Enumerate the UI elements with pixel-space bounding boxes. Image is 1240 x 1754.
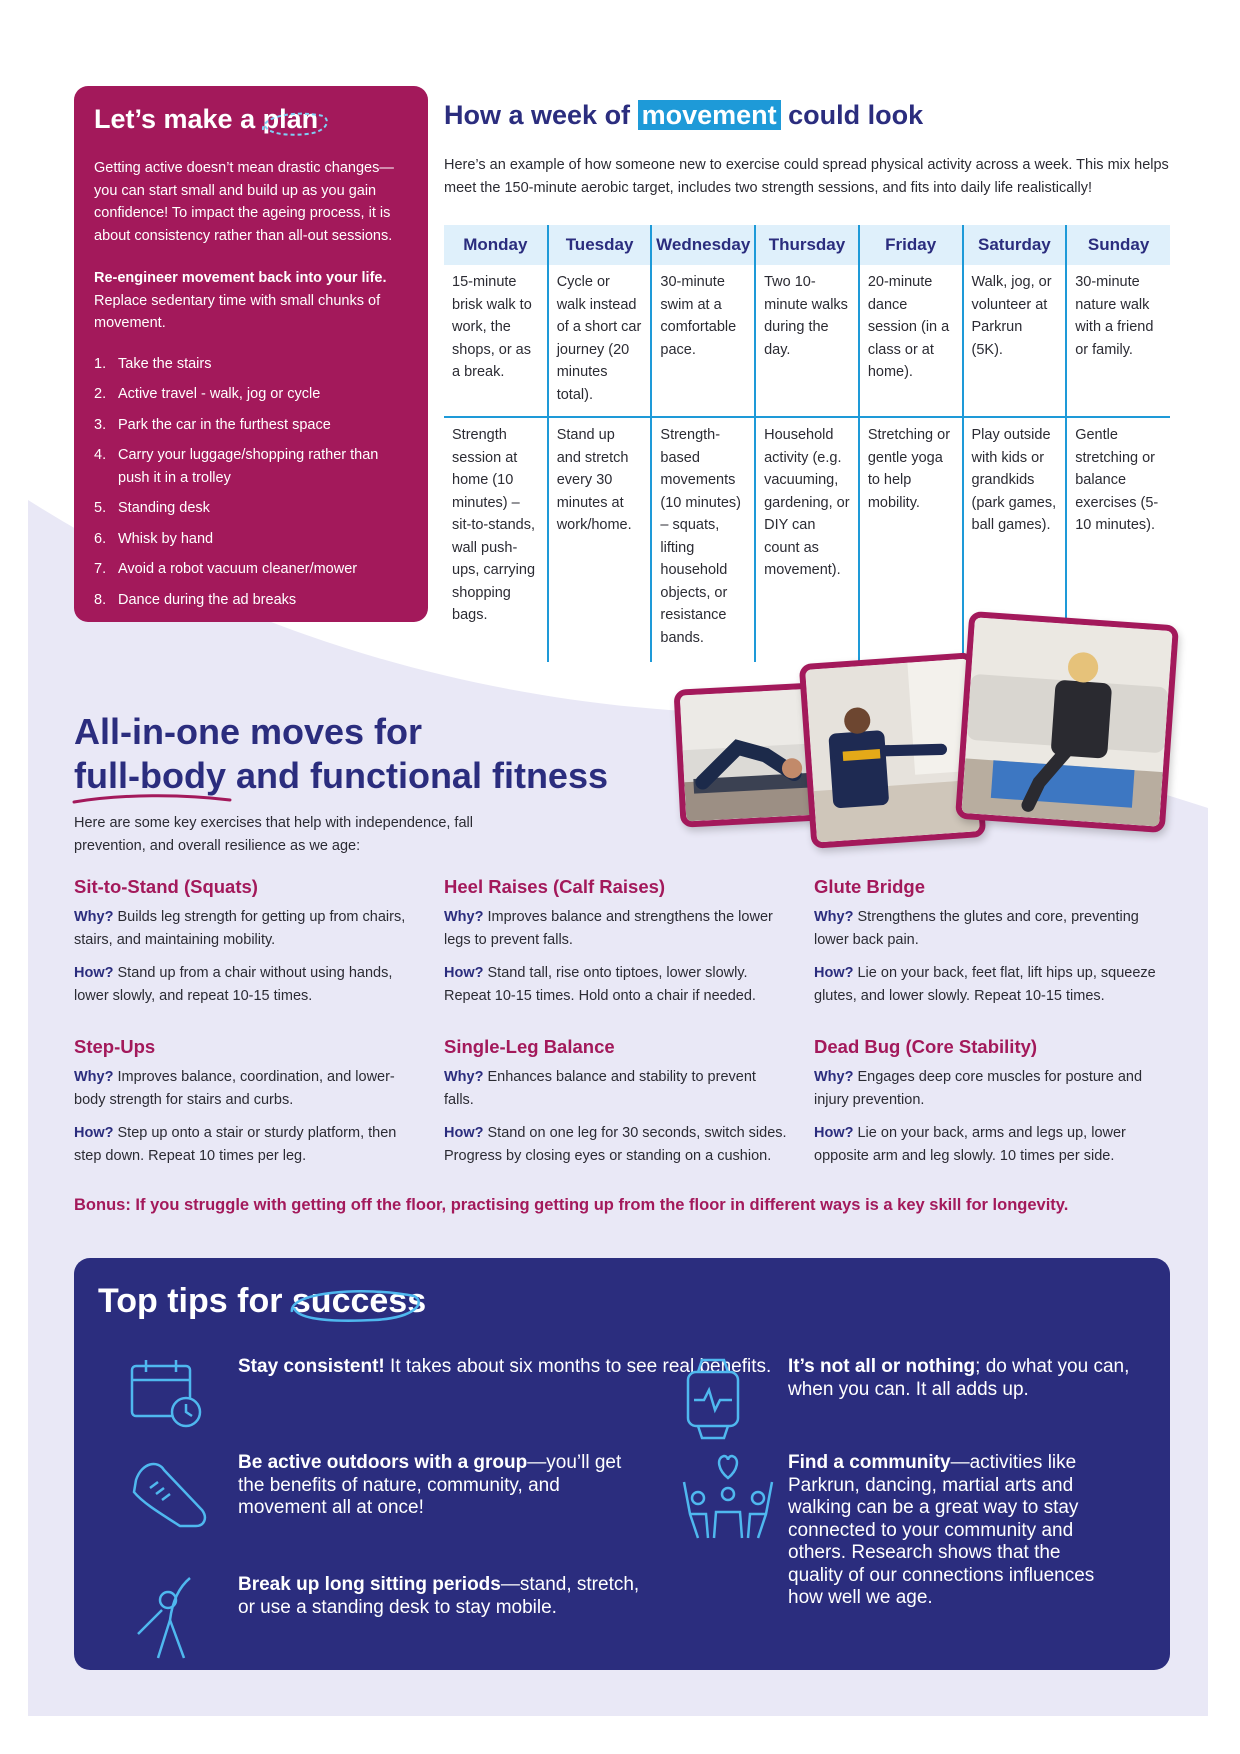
tip-bold: Find a community <box>788 1452 951 1473</box>
how-text: Stand tall, rise onto tiptoes, lower slowly. Repeat 10-15 times. Hold onto a chair if needed. <box>444 965 756 1004</box>
moves-title-underlined <box>74 754 226 798</box>
table-cell: Gentle stretching or balance exercises (5-10 minutes). <box>1075 427 1159 533</box>
exercise-dead-bug <box>814 1036 1159 1178</box>
tip-rest: —you’ll get the benefits of nature, community, and movement all at once! <box>238 1452 622 1518</box>
exercise-title: Single-Leg Balance <box>444 1036 615 1057</box>
list-text: Park the car in the furthest space <box>118 416 331 433</box>
tip-rest: —stand, stretch, or use a standing desk to stay mobile. <box>238 1574 640 1618</box>
week-schedule-table <box>444 225 1170 662</box>
list-text: Active travel - walk, jog or cycle <box>118 386 321 402</box>
list-item <box>94 497 408 520</box>
list-item <box>94 444 408 489</box>
how-label: How? <box>74 1125 114 1141</box>
tips-box <box>74 1258 1170 1670</box>
why-label: Why? <box>74 1069 114 1085</box>
scribble-circle-icon <box>257 108 331 138</box>
tip-bold: Be active outdoors with a group <box>238 1452 528 1473</box>
exercise-title: Glute Bridge <box>814 876 926 897</box>
why-label: Why? <box>814 1069 854 1085</box>
scribble-circle-icon <box>284 1282 427 1326</box>
exercise-how <box>814 1122 1159 1167</box>
bonus-note: Bonus: If you struggle with getting off the floor, practising getting up from the floor in different ways is a key skill for longevity. <box>74 1196 1069 1214</box>
list-number: 3. <box>94 416 107 433</box>
tip-text <box>238 1452 648 1532</box>
exercise-title: Heel Raises (Calf Raises) <box>444 876 666 897</box>
exercise-heel-raises <box>444 876 789 1018</box>
table-cell: Walk, jog, or volunteer at Parkrun (5K). <box>963 265 1067 417</box>
exercise-step-ups <box>74 1036 419 1178</box>
column-header: Tuesday <box>548 225 652 265</box>
how-text: Stand on one leg for 30 seconds, switch sides. Progress by closing eyes or standing on a cushion. <box>444 1125 787 1164</box>
list-text: Standing desk <box>118 500 210 516</box>
list-text: Avoid a robot vacuum cleaner/mower <box>118 561 358 577</box>
list-text: Take the stairs <box>118 355 212 372</box>
underline-swoosh-icon <box>72 790 232 806</box>
plan-list <box>94 353 408 612</box>
tip-rest: It takes about six months to see real benefits. <box>384 1356 772 1377</box>
column-header: Saturday <box>963 225 1067 265</box>
why-text: Builds leg strength for getting up from chairs, stairs, and maintaining mobility. <box>74 909 406 948</box>
exercise-how <box>444 962 789 1007</box>
week-title <box>444 100 923 131</box>
exercise-sit-to-stand <box>74 876 419 1018</box>
tips-title-pre: Top tips for <box>98 1282 292 1320</box>
exercise-why <box>444 906 789 951</box>
table-cell: Strength-based movements (10 minutes) – squats, lifting household objects, or resistance bands. <box>651 417 755 662</box>
column-header: Wednesday <box>651 225 755 265</box>
column-header: Sunday <box>1066 225 1170 265</box>
list-text: Carry your luggage/shopping rather than push it in a trolley <box>118 447 379 486</box>
list-number: 6. <box>94 530 107 547</box>
tip-rest: —activities like Parkrun, dancing, martial arts and walking can be a great way to stay connected to your community and others. Research shows that the quality of our connections influences how well we age. <box>788 1452 1095 1608</box>
moves-title <box>74 710 608 798</box>
community-heart-icon <box>678 1452 788 1610</box>
table-row <box>444 265 1170 417</box>
tip-bold: It’s not all or nothing <box>788 1356 976 1377</box>
plan-title-word: plan <box>262 104 319 134</box>
moves-title-line1: All-in-one moves for <box>74 711 423 752</box>
how-text: Step up onto a stair or sturdy platform, then step down. Repeat 10 times per leg. <box>74 1125 397 1164</box>
table-cell: 20-minute dance session (in a class or at home). <box>859 265 963 417</box>
week-title-pre: How a week of <box>444 100 638 130</box>
exercise-why <box>444 1066 789 1111</box>
exercise-why <box>74 1066 419 1111</box>
list-item <box>94 528 408 551</box>
exercise-how <box>814 962 1159 1007</box>
tip-item <box>678 1356 1158 1442</box>
why-label: Why? <box>814 909 854 925</box>
moves-title-ul-word: full-body <box>74 755 226 796</box>
plan-strong: Re-engineer movement back into your life. <box>94 270 387 286</box>
why-text: Enhances balance and stability to prevent falls. <box>444 1069 756 1108</box>
list-item <box>94 558 408 581</box>
how-label: How? <box>814 1125 854 1141</box>
table-cell: 30-minute nature walk with a friend or family. <box>1066 265 1170 417</box>
tip-text <box>788 1356 1158 1442</box>
table-cell: 30-minute swim at a comfortable pace. <box>651 265 755 417</box>
table-cell: Stretching or gentle yoga to help mobility. <box>859 417 963 662</box>
tip-item <box>128 1356 771 1428</box>
plan-intro: Getting active doesn’t mean drastic changes—you can start small and build up as you gain confidence! To impact the ageing process, it is about consistency rather than all-out sessions. <box>94 160 394 244</box>
plan-title-highlight <box>263 104 319 135</box>
why-label: Why? <box>444 1069 484 1085</box>
column-header: Friday <box>859 225 963 265</box>
how-text: Stand up from a chair without using hands, lower slowly, and repeat 10-15 times. <box>74 965 393 1004</box>
how-label: How? <box>444 965 484 981</box>
tip-rest: ; do what you can, when you can. It all adds up. <box>788 1356 1130 1400</box>
table-cell: Two 10-minute walks during the day. <box>755 265 859 417</box>
stretching-person-icon <box>128 1574 238 1660</box>
how-text: Lie on your back, arms and legs up, lower opposite arm and leg slowly. 10 times per side. <box>814 1125 1126 1164</box>
table-header-row <box>444 225 1170 265</box>
smartwatch-icon <box>678 1356 788 1442</box>
photo-seated-stretch <box>799 652 986 849</box>
tips-title-word: success <box>291 1282 427 1320</box>
exercise-how <box>444 1122 789 1167</box>
list-item <box>94 589 408 612</box>
table-cell: Household activity (e.g. vacuuming, gardening, or DIY can count as movement). <box>755 417 859 662</box>
exercise-single-leg-balance <box>444 1036 789 1178</box>
list-number: 1. <box>94 355 107 372</box>
tip-item <box>678 1452 1098 1610</box>
list-number: 4. <box>94 447 107 463</box>
exercise-title: Step-Ups <box>74 1036 156 1057</box>
exercise-how <box>74 1122 419 1167</box>
week-title-highlight: movement <box>638 100 781 130</box>
list-number: 7. <box>94 561 107 577</box>
exercise-why <box>814 906 1159 951</box>
plan-title-text: Let’s make a <box>94 104 263 134</box>
plan-sub: Replace sedentary time with small chunks of movement. <box>94 292 381 331</box>
table-cell: Strength session at home (10 minutes) – sit-to-stands, wall push-ups, carrying shopping bags. <box>444 417 548 662</box>
exercise-why <box>814 1066 1159 1111</box>
table-cell: 15-minute brisk walk to work, the shops, or as a break. <box>444 265 548 417</box>
how-label: How? <box>444 1125 484 1141</box>
list-item <box>94 414 408 437</box>
why-text: Strengthens the glutes and core, preventing lower back pain. <box>814 909 1139 948</box>
plan-title <box>94 104 408 135</box>
exercise-why <box>74 906 419 951</box>
tip-bold: Break up long sitting periods <box>238 1574 501 1595</box>
photo-chair-dips <box>955 611 1179 833</box>
list-item <box>94 383 408 406</box>
tip-bold: Stay consistent! <box>238 1356 385 1377</box>
table-cell: Cycle or walk instead of a short car journey (20 minutes total). <box>548 265 652 417</box>
how-text: Lie on your back, feet flat, lift hips up, squeeze glutes, and lower slowly. Repeat 10-15 times. <box>814 965 1156 1004</box>
how-label: How? <box>74 965 114 981</box>
why-text: Improves balance, coordination, and lower-body strength for stairs and curbs. <box>74 1069 395 1108</box>
tip-text <box>788 1452 1098 1610</box>
moves-intro: Here are some key exercises that help with independence, fall prevention, and overall resilience as we age: <box>74 815 473 854</box>
tip-item <box>128 1452 648 1532</box>
why-text: Improves balance and strengthens the lower legs to prevent falls. <box>444 909 773 948</box>
week-title-post: could look <box>780 100 924 130</box>
list-number: 8. <box>94 591 107 608</box>
exercise-how <box>74 962 419 1007</box>
exercise-title: Dead Bug (Core Stability) <box>814 1036 1038 1057</box>
moves-title-rest: and functional fitness <box>225 755 608 796</box>
tip-text <box>238 1574 648 1660</box>
table-cell: Play outside with kids or grandkids (park games, ball games). <box>963 417 1067 662</box>
plan-box <box>74 86 428 622</box>
sneaker-icon <box>128 1452 238 1532</box>
list-text: Whisk by hand <box>118 530 214 547</box>
calendar-clock-icon <box>128 1356 238 1428</box>
tips-title <box>98 1282 426 1321</box>
why-text: Engages deep core muscles for posture and injury prevention. <box>814 1069 1143 1108</box>
column-header: Thursday <box>755 225 859 265</box>
exercise-glute-bridge <box>814 876 1159 1018</box>
why-label: Why? <box>74 909 114 925</box>
list-number: 5. <box>94 500 107 516</box>
tip-item <box>128 1574 648 1660</box>
how-label: How? <box>814 965 854 981</box>
exercise-title: Sit-to-Stand (Squats) <box>74 876 258 897</box>
week-intro: Here’s an example of how someone new to exercise could spread physical activity across a week. This mix helps meet the 150-minute aerobic target, includes two strength sessions, and fits into daily life realistically! <box>444 157 1169 196</box>
why-label: Why? <box>444 909 484 925</box>
list-text: Dance during the ad breaks <box>118 591 297 608</box>
column-header: Monday <box>444 225 548 265</box>
table-cell: Stand up and stretch every 30 minutes at work/home. <box>548 417 652 662</box>
tips-title-highlight <box>292 1282 426 1321</box>
list-number: 2. <box>94 386 107 402</box>
list-item <box>94 353 408 376</box>
